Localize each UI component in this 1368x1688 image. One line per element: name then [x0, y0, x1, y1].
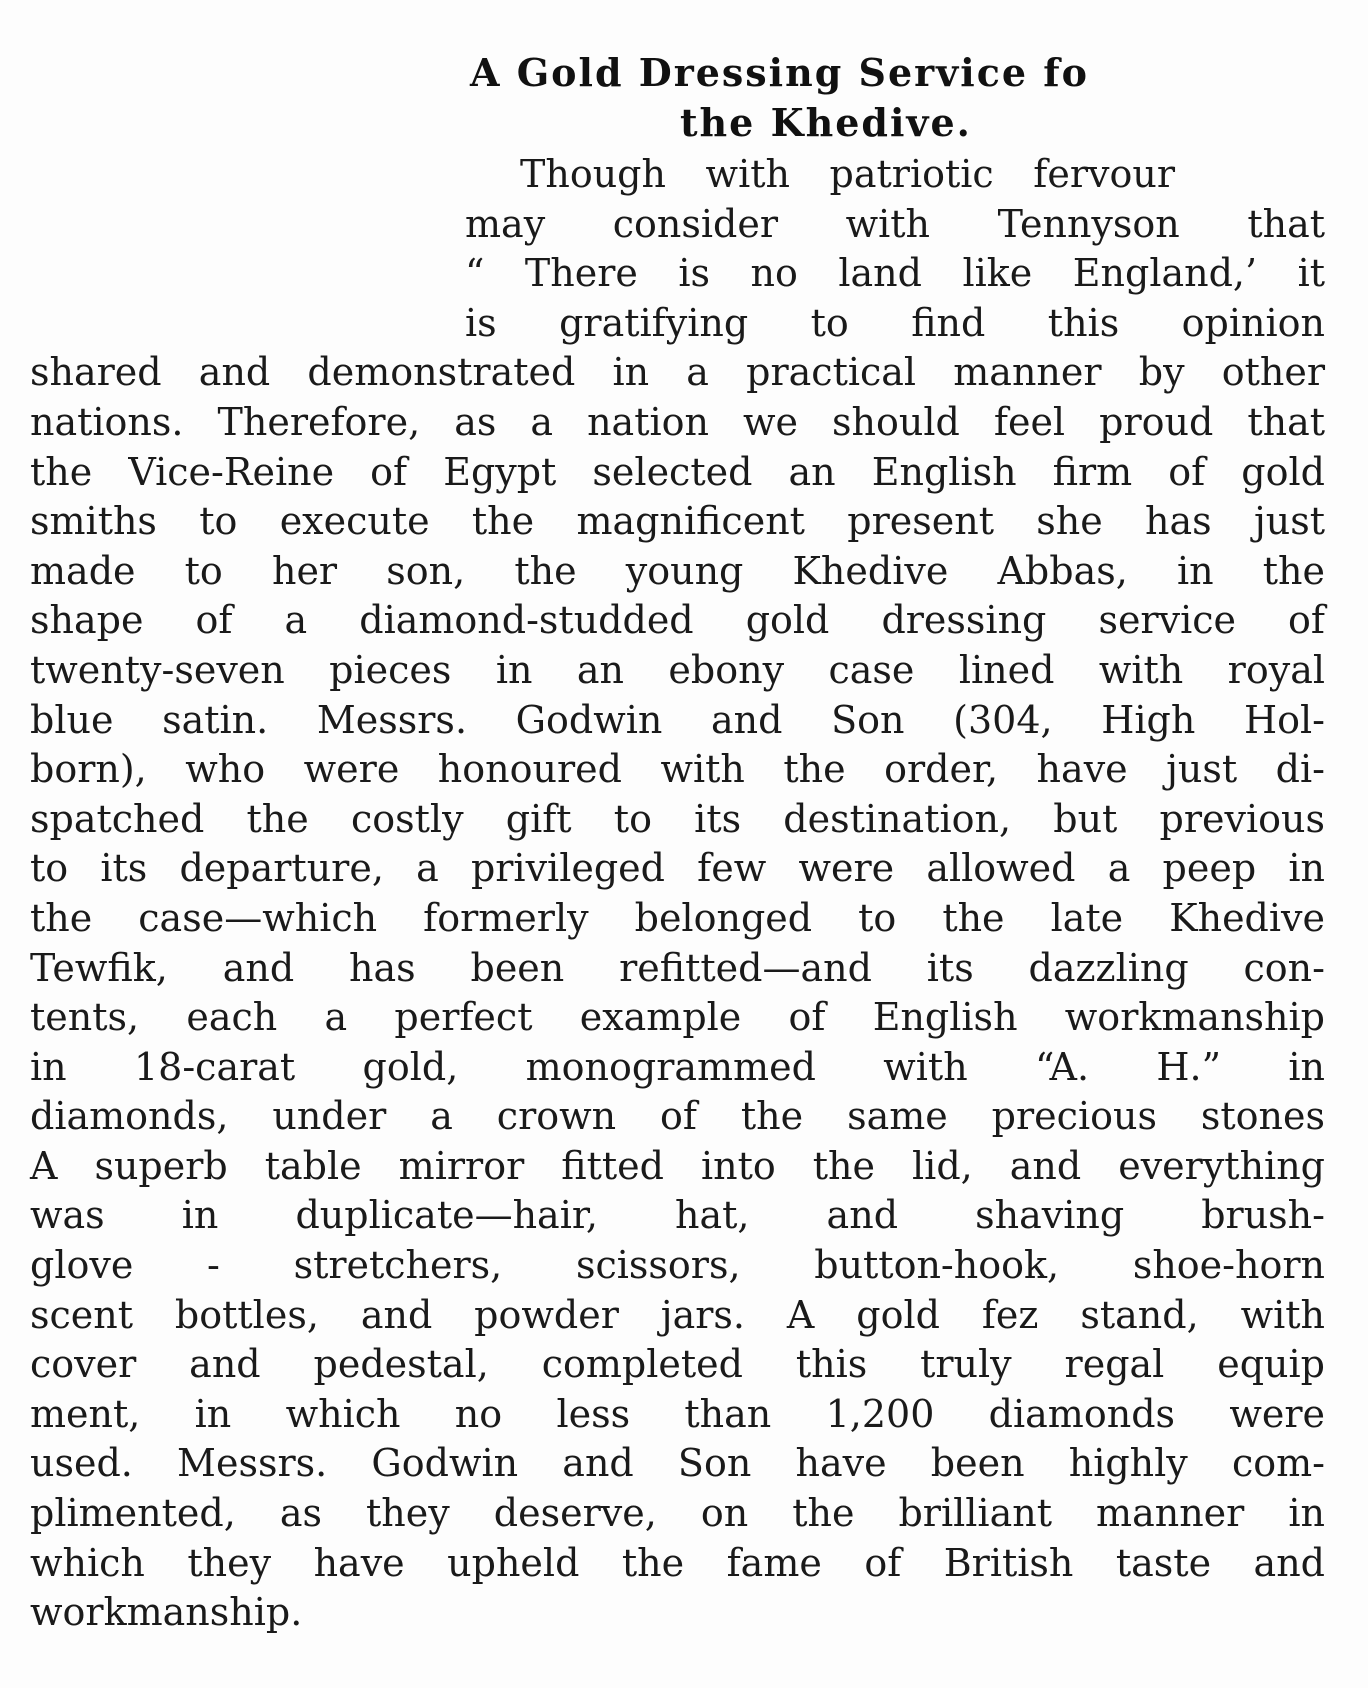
article-line: cover and pedestal, completed this truly regal equip: [30, 1342, 1325, 1387]
article-line: “ There is no land like England,’ it: [465, 251, 1325, 296]
article-line: Tewfik, and has been refitted—and its dazzling con-: [30, 945, 1325, 990]
article-line: shape of a diamond-studded gold dressing service of: [30, 598, 1325, 643]
article-line: Though with patriotic fervour: [520, 152, 1175, 196]
article-line: nations. Therefore, as a nation we should feel proud that: [30, 399, 1325, 444]
article-line: which they have upheld the fame of British taste and: [30, 1540, 1325, 1585]
article-line: workmanship.: [30, 1590, 303, 1635]
article-line: blue satin. Messrs. Godwin and Son (304, High Hol-: [30, 697, 1325, 742]
article-line: scent bottles, and powder jars. A gold fez stand, with: [30, 1292, 1325, 1337]
article-line: used. Messrs. Godwin and Son have been highly com-: [30, 1441, 1325, 1486]
article-headline: [470, 48, 1270, 148]
article-line: may consider with Tennyson that: [465, 201, 1325, 246]
article-line: the case—which formerly belonged to the late Khedive: [30, 895, 1325, 940]
article-line: plimented, as they deserve, on the brilliant manner in: [30, 1491, 1325, 1536]
article-line: is gratifying to find this opinion: [465, 300, 1325, 345]
article-body: [30, 150, 1325, 1638]
article-line: tents, each a perfect example of English workmanship: [30, 995, 1325, 1040]
article-line: smiths to execute the magnificent present she has just: [30, 499, 1325, 544]
article-line: made to her son, the young Khedive Abbas, in the: [30, 548, 1325, 593]
article-line: shared and demonstrated in a practical manner by other: [30, 350, 1325, 395]
article-line: spatched the costly gift to its destination, but previous: [30, 796, 1325, 841]
article-line: ment, in which no less than 1,200 diamonds were: [30, 1391, 1325, 1436]
article-line: diamonds, under a crown of the same precious stones: [30, 1094, 1325, 1139]
headline-line-1: A Gold Dressing Service fo: [470, 50, 1089, 95]
article-line: born), who were honoured with the order, have just di-: [30, 747, 1325, 792]
article-line: twenty-seven pieces in an ebony case lined with royal: [30, 647, 1325, 692]
article-line: A superb table mirror fitted into the lid, and everything: [30, 1143, 1325, 1188]
article-line: to its departure, a privileged few were allowed a peep in: [30, 846, 1325, 891]
headline-line-2: the Khedive.: [680, 100, 972, 145]
article-line: was in duplicate—hair, hat, and shaving brush-: [30, 1193, 1325, 1238]
article-line: glove - stretchers, scissors, button-hook, shoe-horn: [30, 1243, 1325, 1288]
article-line: the Vice-Reine of Egypt selected an English firm of gold: [30, 449, 1325, 494]
article-line: in 18-carat gold, monogrammed with “A. H.” in: [30, 1044, 1325, 1089]
